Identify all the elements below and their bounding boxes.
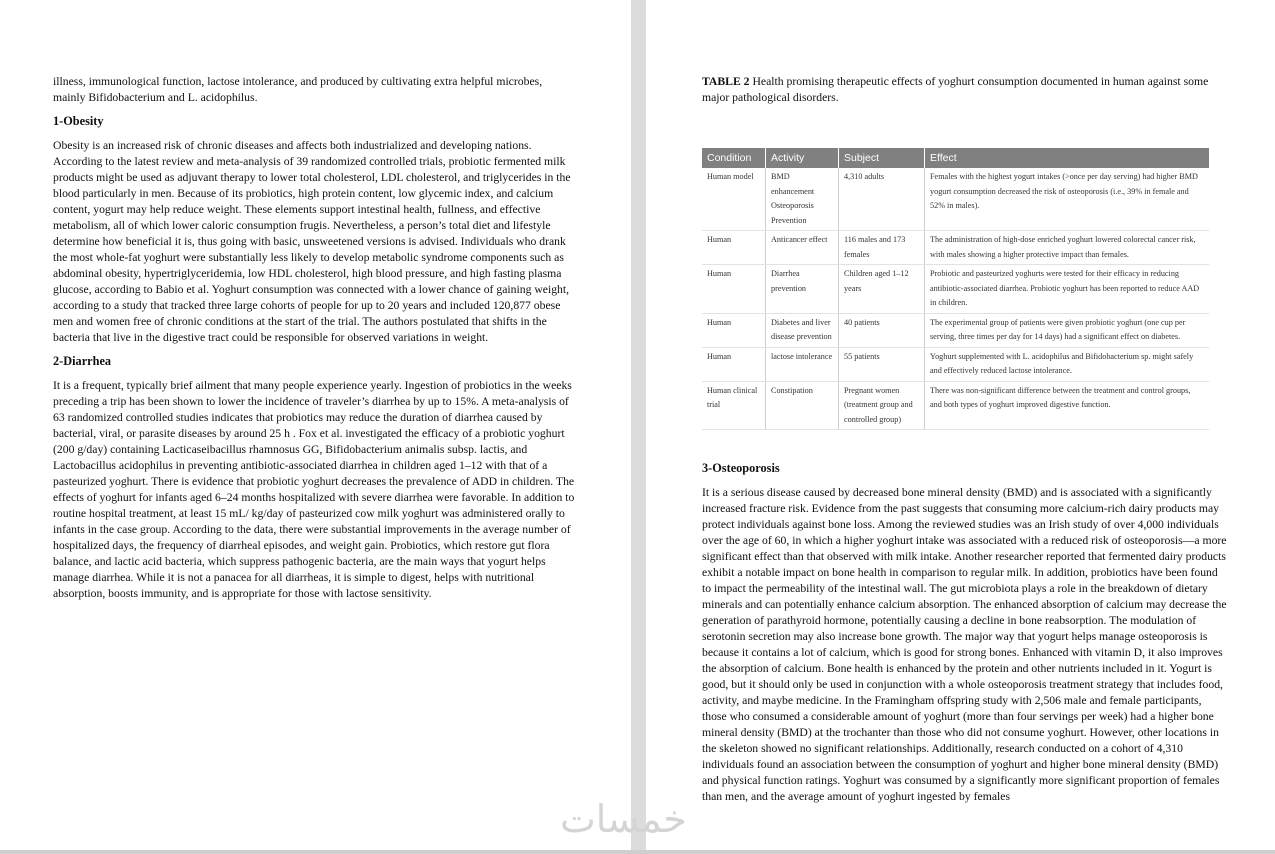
intro-paragraph: illness, immunological function, lactose intolerance, and produced by cultivating extra helpful microbes, mainly Bifidobacterium and L. acidophilus. (53, 75, 543, 104)
document-page-right (646, 0, 1275, 850)
page-right-content (702, 74, 1227, 812)
table-row (702, 347, 1209, 381)
header-effect: Effect (925, 148, 1210, 168)
bottom-divider (0, 850, 1275, 854)
table-row (702, 381, 1209, 430)
page-left-content (53, 74, 575, 609)
cell-activity: Diabetes and liver disease prevention (766, 313, 839, 347)
table-caption-label: TABLE 2 (702, 75, 750, 88)
diarrhea-heading: 2-Diarrhea (53, 354, 112, 368)
watermark-logo: خمسات (560, 797, 687, 841)
cell-activity: lactose intolerance (766, 347, 839, 381)
cell-subject: 40 patients (839, 313, 925, 347)
table-header-row (702, 148, 1209, 168)
osteoporosis-heading: 3-Osteoporosis (702, 461, 780, 475)
cell-condition: Human (702, 231, 766, 265)
cell-activity: Constipation (766, 381, 839, 430)
header-condition: Condition (702, 148, 766, 168)
cell-effect: Yoghurt supplemented with L. acidophilus and Bifidobacterium sp. might safely and effectively reduced lactose intolerance. (925, 347, 1210, 381)
cell-activity: Anticancer effect (766, 231, 839, 265)
cell-effect: There was non-significant difference between the treatment and control groups, and both types of yoghurt improved digestive function. (925, 381, 1210, 430)
table-row (702, 231, 1209, 265)
health-effects-table (702, 148, 1209, 430)
osteoporosis-paragraph: It is a serious disease caused by decreased bone mineral density (BMD) and is associated with a significantly increased fracture risk. Evidence from the past suggests that consuming more calcium-rich dairy products may protect individuals against bone loss. Among the reviewed studies was an Irish study of over 4,000 individuals over the age of 60, in which a higher yoghurt intake was associated with a reduced risk of osteoporosis—a more significant effect than that observed with milk intake. Another researcher reported that fermented dairy products exhibit a notable impact on bone health in comparison to regular milk. In addition, probiotics have been found to impact the permeability of the intestinal wall. The gut microbiota plays a role in the breakdown of dietary minerals and can potentially enhance calcium absorption. The enhanced absorption of calcium may decrease the generation of parathyroid hormone, potentially causing a decline in bone reabsorption. The modulation of serotonin secretion may also increase bone growth. The major way that yogurt helps manage osteoporosis is because it contains a lot of calcium, which is good for strong bones. Enhanced with vitamin D, it also improves the absorption of calcium. Bone health is enhanced by the protein and other nutrients included in it. Yogurt is good, but it should only be used in conjunction with a whole osteoporosis treatment strategy that includes food, activity, and maybe medicine. In the Framingham offspring study with 2,506 male and female participants, those who consumed a considerable amount of yoghurt (more than four servings per week) had a higher bone mineral density (BMD) at the trochanter than those who did not consume yoghurt. However, other locations in the skeleton showed no significant relationships. Additionally, research conducted on a cohort of 4,310 individuals found an association between the consumption of yoghurt and higher bone mineral density (BMD) and physical function ratings. Yoghurt was consumed by a significantly more significant proportion of females than men, and the average amount of yoghurt ingested by females (702, 486, 1227, 803)
diarrhea-paragraph: It is a frequent, typically brief ailment that many people experience yearly. Ingestion of probiotics in the weeks preceding a trip has been shown to lower the incidence of traveler’s diarrhea by up to 15%. A meta-analysis of 63 randomized controlled studies indicates that probiotics may reduce the duration of diarrhea caused by bacterial, viral, or parasite diseases by around 25 h . Fox et al. investigated the efficacy of a probiotic yoghurt (200 g/day) containing Lacticaseibacillus rhamnosus GG, Bifidobacterium animalis subsp. lactis, and Lactobacillus acidophilus in preventing antibiotic-associated diarrhea in children aged 1–12 with that of a pasteurized yoghurt. There is evidence that probiotic yoghurt decreases the prevalence of ADD in children. The effects of yoghurt for infants aged 6–24 months hospitalized with severe diarrhea were favorable. In addition to routine hospital treatment, at least 15 mL/ kg/day of pasteurized cow milk yoghurt was administered orally to infants in the case group. According to the data, there were substantial improvements in the average number of hospitalized days, the frequency of diarrheal episodes, and weight gain. Probiotics, which restore gut flora balance, and lactic acid bacteria, which suppress pathogenic bacteria, are the main ways that yogurt helps manage diarrhea. While it is not a panacea for all diarrheas, it is simple to digest, helps with nutritional absorption, boosts immunity, and is appropriate for those with lactose sensitivity. (53, 379, 575, 600)
cell-subject: 55 patients (839, 347, 925, 381)
page-gutter (631, 0, 646, 854)
obesity-heading: 1-Obesity (53, 114, 104, 128)
cell-effect: The administration of high-dose enriched yoghurt lowered colorectal cancer risk, with males showing a higher protective impact than females. (925, 231, 1210, 265)
cell-subject: Children aged 1–12 years (839, 265, 925, 314)
header-subject: Subject (839, 148, 925, 168)
cell-condition: Human model (702, 168, 766, 231)
cell-effect: Probiotic and pasteurized yoghurts were tested for their efficacy in reducing antibiotic-associated diarrhea. Probiotic yoghurt has been reported to reduce AAD in children. (925, 265, 1210, 314)
table-caption-text: Health promising therapeutic effects of yoghurt consumption documented in human against some major pathological disorders. (702, 75, 1209, 104)
cell-activity: BMD enhancement Osteoporosis Prevention (766, 168, 839, 231)
document-page-left (0, 0, 631, 850)
obesity-paragraph: Obesity is an increased risk of chronic diseases and affects both industrialized and developing nations. According to the latest review and meta-analysis of 39 randomized controlled trials, probiotic fermented milk products might be used as adjuvant therapy to lower total cholesterol, LDL cholesterol, and triglycerides in the blood particularly in men. Because of its probiotics, high protein content, low glycemic index, and calcium content, yogurt may help reduce weight. These elements support intestinal health, fullness, and effective metabolism, all of which lower caloric consumption frugis. Nevertheless, a person’s total diet and lifestyle determine how beneficial it is, thus going with basic, unsweetened versions is advised. Individuals who drank the most whole-fat yoghurt were substantially less likely to develop metabolic syndrome components such as abdominal obesity, hypertriglyceridemia, low HDL cholesterol, high blood pressure, and high fasting plasma glucose, according to Babio et al. Yoghurt consumption was connected with a lower chance of gaining weight, according to a study that tracked three large cohorts of people for up to 20 years and included 120,877 obese men and women free of chronic conditions at the start of the trial. The authors postulated that shifts in the bacteria that live in the digestive tract could be responsible for observed variations in weight. (53, 139, 571, 344)
cell-condition: Human clinical trial (702, 381, 766, 430)
cell-condition: Human (702, 265, 766, 314)
cell-condition: Human (702, 313, 766, 347)
cell-subject: Pregnant women (treatment group and controlled group) (839, 381, 925, 430)
table-row (702, 168, 1209, 231)
cell-subject: 116 males and 173 females (839, 231, 925, 265)
table-row (702, 265, 1209, 314)
table-row (702, 313, 1209, 347)
cell-effect: Females with the highest yogurt intakes (>once per day serving) had higher BMD yogurt consumption decreased the risk of osteoporosis (i.e., 39% in female and 52% in males). (925, 168, 1210, 231)
header-activity: Activity (766, 148, 839, 168)
cell-subject: 4,310 adults (839, 168, 925, 231)
cell-effect: The experimental group of patients were given probiotic yoghurt (one cup per serving, three times per day for 14 days) had a significant effect on diabetes. (925, 313, 1210, 347)
cell-condition: Human (702, 347, 766, 381)
cell-activity: Diarrhea prevention (766, 265, 839, 314)
table-caption (702, 74, 1227, 106)
